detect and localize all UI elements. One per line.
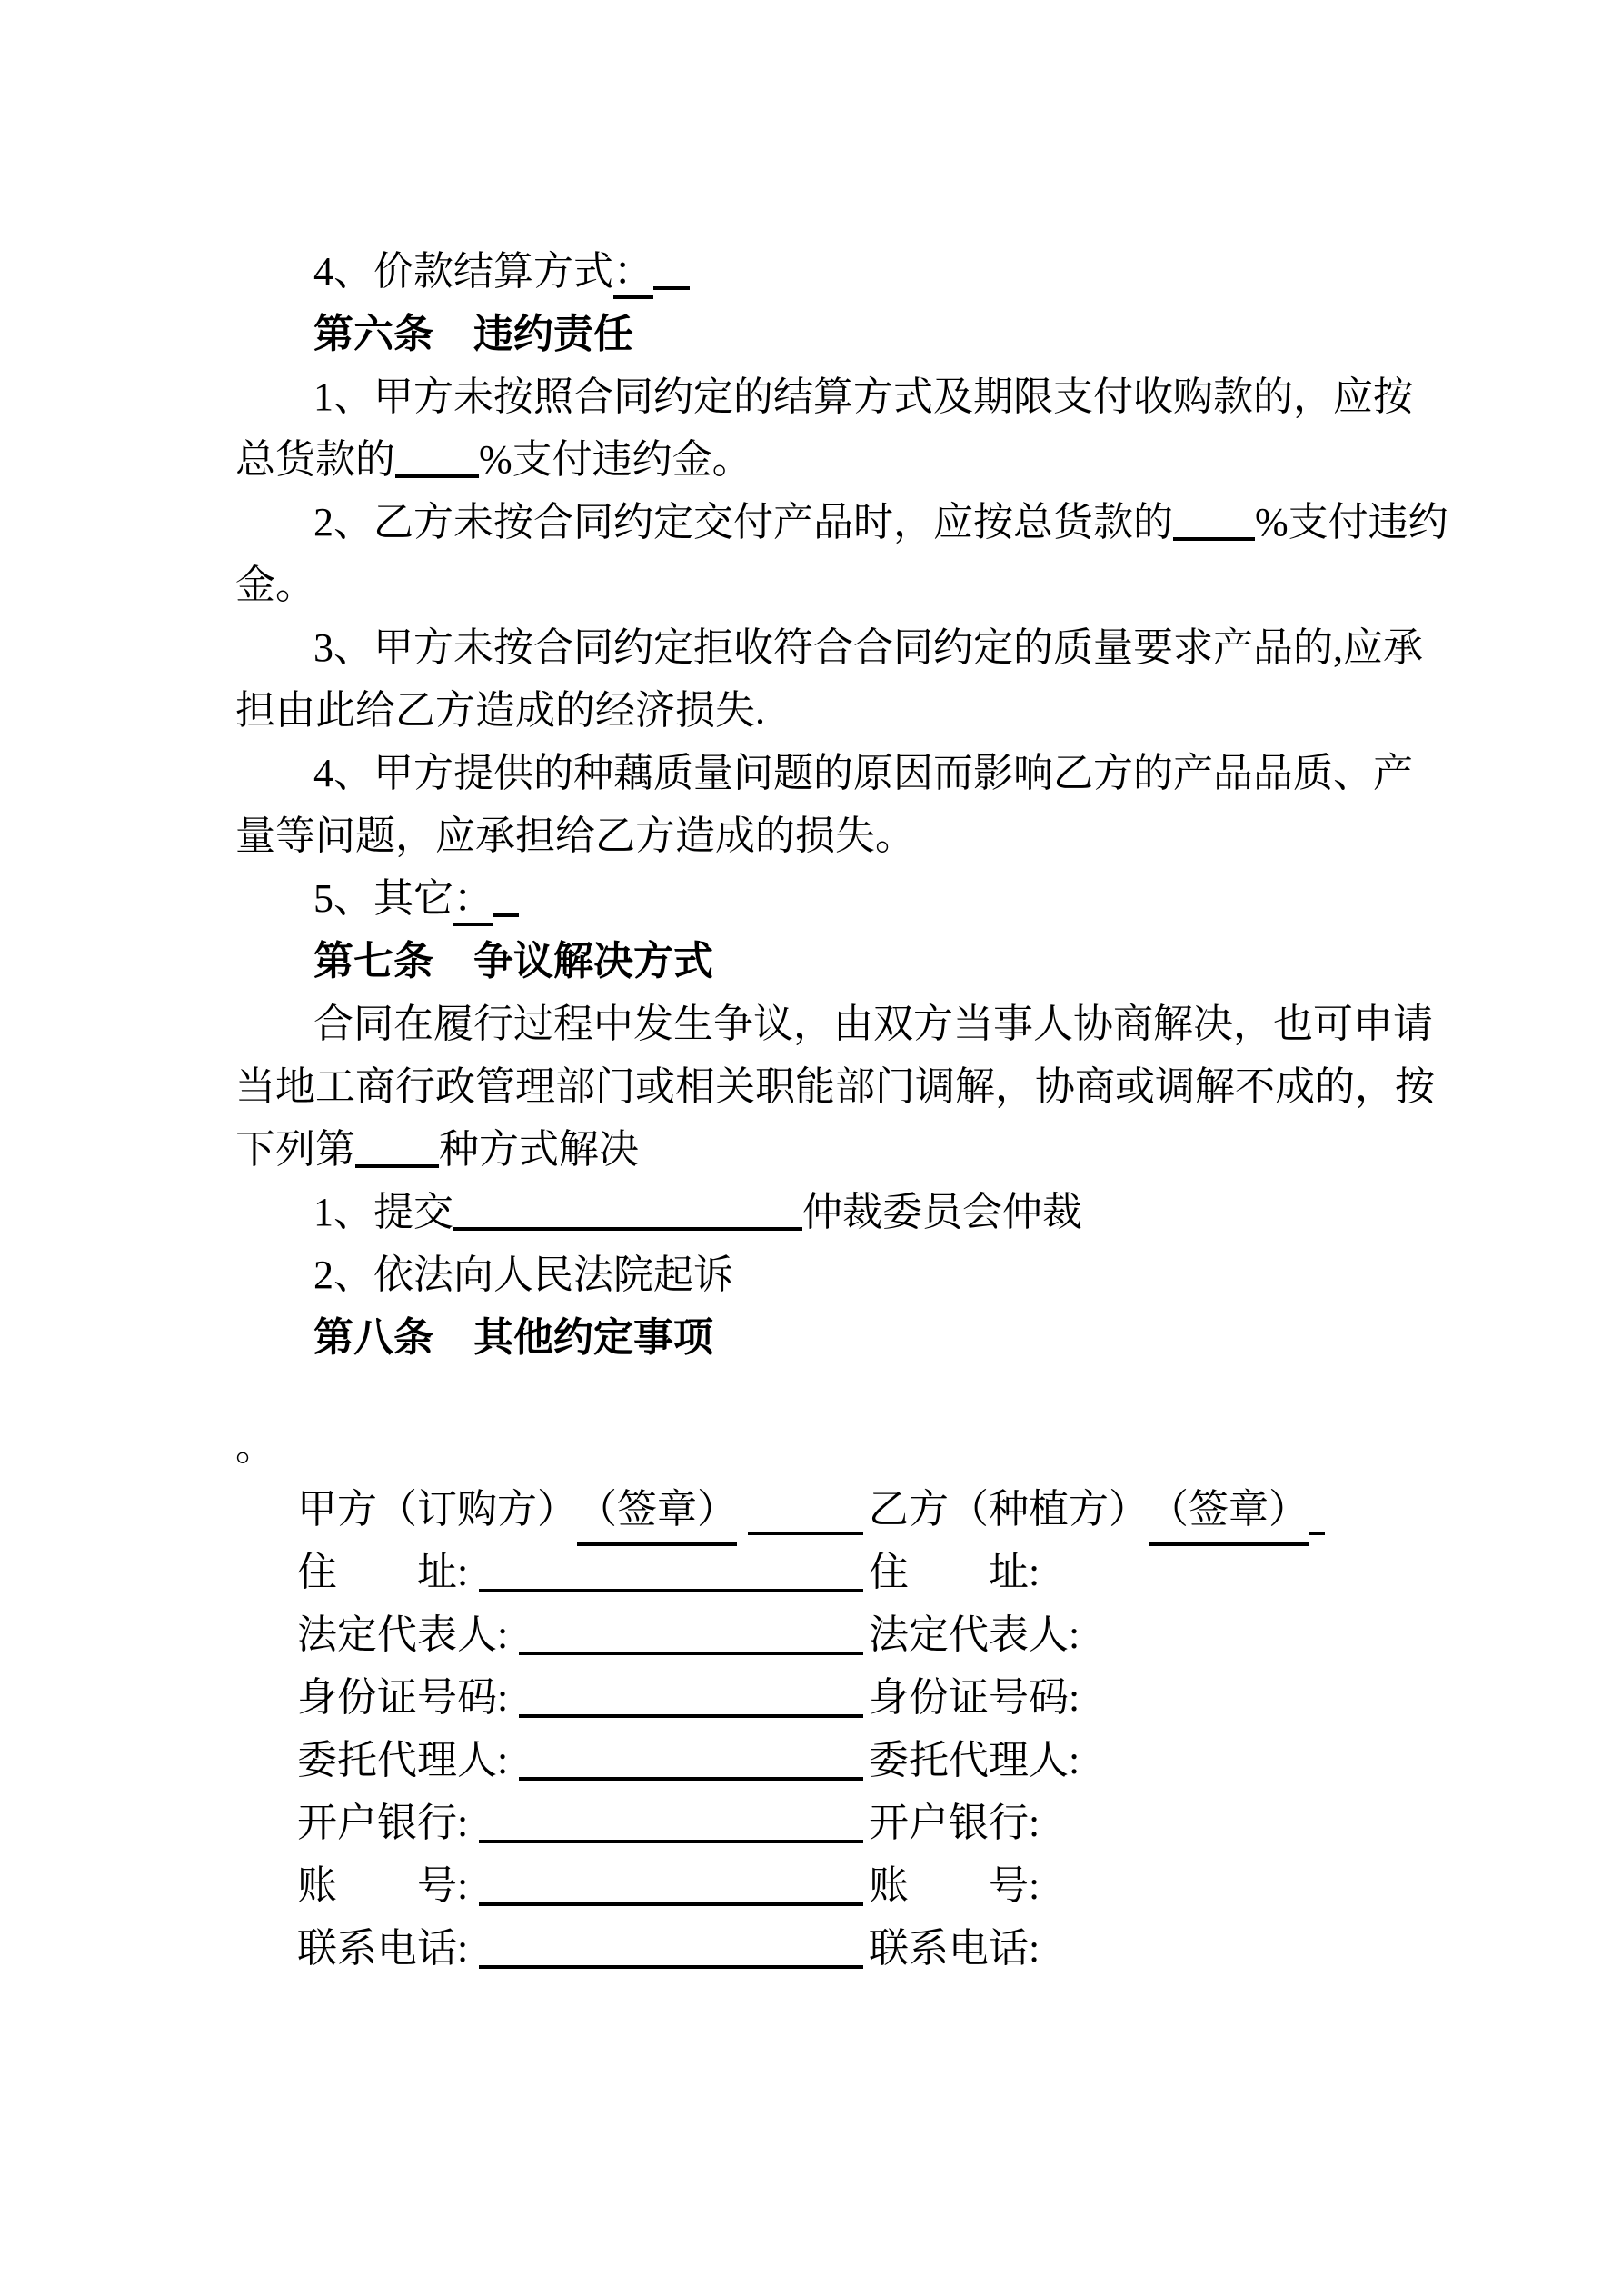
article-6-item-4b (235, 804, 1486, 867)
blank-underline (653, 259, 690, 290)
blank-underline (493, 886, 519, 917)
signature-left-column (297, 1478, 869, 1546)
text-run: 账 号: (869, 1863, 1040, 1908)
signature-right-column (869, 1541, 1486, 1603)
signature-right-column (869, 1478, 1486, 1546)
text-run: %支付违约金。 (479, 437, 752, 482)
text-run: 法定代表人: (297, 1612, 509, 1657)
text-run: 当地工商行政管理部门或相关职能部门调解，协商或调解不成的，按 (235, 1064, 1435, 1109)
signature-parties-row (235, 1478, 1486, 1541)
article-7-para-c (235, 1118, 1486, 1181)
text-run: 量等问题，应承担给乙方造成的损失。 (235, 814, 915, 858)
blank-underline-fill (479, 1902, 863, 1906)
text-run: 4、价款结算方式 (313, 249, 613, 294)
article-6-item-2a (235, 491, 1486, 554)
signature-right-column (869, 1729, 1486, 1792)
article-6-heading (235, 303, 1486, 365)
article-7-para-b (235, 1055, 1486, 1118)
signature-right-column (869, 1603, 1486, 1666)
text-run: 担由此给乙方造成的经济损失. (235, 688, 765, 733)
blank-underline (1309, 1532, 1325, 1535)
text-run: 1、提交 (313, 1190, 453, 1234)
text-run: 2、依法向人民法院起诉 (313, 1253, 733, 1297)
article-7-para-a (235, 993, 1486, 1055)
text-run: 委托代理人: (297, 1738, 509, 1782)
text-run: 联系电话: (869, 1926, 1040, 1971)
text-run: 开户银行: (869, 1801, 1040, 1845)
article-8-period (235, 1415, 1486, 1478)
article-6-item-1b (235, 428, 1486, 491)
text-run: 联系电话: (297, 1926, 469, 1971)
blank-underline-fill (479, 1589, 863, 1592)
text-run: 第八条 其他约定事项 (313, 1315, 713, 1360)
signature-agent-row (235, 1729, 1486, 1792)
text-run: 总货款的 (235, 437, 395, 482)
text-run: 身份证号码: (297, 1675, 509, 1720)
blank-underline-fill (479, 1840, 863, 1843)
article-7-heading (235, 930, 1486, 993)
text-run: 下列第 (235, 1127, 355, 1172)
signature-left-column (297, 1541, 869, 1603)
article-6-item-4a (235, 742, 1486, 804)
clause-4-payment-method (235, 240, 1486, 303)
text-run: 甲方（订购方） (297, 1487, 577, 1532)
signature-left-column (297, 1854, 869, 1917)
signature-left-column (297, 1603, 869, 1666)
text-run: 第七条 争议解决方式 (313, 939, 713, 983)
article-6-item-2b (235, 554, 1486, 616)
signature-left-column (297, 1792, 869, 1854)
text-run: 住 址: (297, 1550, 469, 1594)
signature-legal-rep-row (235, 1603, 1486, 1666)
underlined-text: （签章） (577, 1478, 737, 1546)
signature-left-column (297, 1917, 869, 1980)
text-run: 金。 (235, 563, 315, 607)
text-run: %支付违约 (1255, 500, 1448, 544)
article-6-item-1a (235, 365, 1486, 428)
signature-right-column (869, 1917, 1486, 1980)
text-run: 4、甲方提供的种藕质量问题的原因而影响乙方的产品品质、产 (313, 751, 1413, 795)
text-run: 乙方（种植方） (869, 1487, 1149, 1532)
article-8-heading (235, 1306, 1486, 1369)
text-run: 法定代表人: (869, 1612, 1080, 1657)
article-7-option-2 (235, 1243, 1486, 1306)
text-run: 3、甲方未按合同约定拒收符合合同约定的质量要求产品的,应承 (313, 625, 1423, 670)
article-6-item-3a (235, 616, 1486, 679)
text-run: 账 号: (297, 1863, 469, 1908)
text-run: 委托代理人: (869, 1738, 1080, 1782)
article-7-option-1 (235, 1181, 1486, 1243)
blank-underline (395, 447, 479, 478)
blank-underline (453, 1200, 802, 1231)
text-run: 仲裁委员会仲裁 (802, 1190, 1082, 1234)
underlined-text: ： (453, 876, 493, 926)
blank-underline-fill (519, 1714, 863, 1718)
text-run: 开户银行: (297, 1801, 469, 1845)
text-run: 5、其它 (313, 876, 453, 921)
signature-left-column (297, 1729, 869, 1792)
signature-bank-row (235, 1792, 1486, 1854)
text-run: 1、甲方未按照合同约定的结算方式及期限支付收购款的，应按 (313, 374, 1413, 419)
underlined-text: （签章） (1149, 1478, 1309, 1546)
blank-underline-fill (519, 1652, 863, 1655)
signature-phone-row (235, 1917, 1486, 1980)
blank-underline-fill (519, 1777, 863, 1781)
signature-left-column (297, 1666, 869, 1729)
signature-address-row (235, 1541, 1486, 1603)
signature-right-column (869, 1666, 1486, 1729)
signature-account-row (235, 1854, 1486, 1917)
text-run: 住 址: (869, 1550, 1040, 1594)
blank-underline-fill (479, 1965, 863, 1969)
article-6-item-5 (235, 867, 1486, 930)
text-run: 第六条 违约责任 (313, 312, 633, 356)
text-run: 。 (235, 1424, 275, 1469)
signature-id-number-row (235, 1666, 1486, 1729)
blank-underline (355, 1137, 439, 1168)
text-run: 2、乙方未按合同约定交付产品时，应按总货款的 (313, 500, 1173, 544)
text-run: 合同在履行过程中发生争议，由双方当事人协商解决，也可申请 (313, 1002, 1433, 1046)
text-run: 种方式解决 (439, 1127, 639, 1172)
blank-underline (1173, 510, 1255, 541)
signature-right-column (869, 1854, 1486, 1917)
blank-underline-fill (748, 1532, 863, 1535)
text-run: 身份证号码: (869, 1675, 1080, 1720)
article-6-item-3b (235, 679, 1486, 742)
signature-right-column (869, 1792, 1486, 1854)
underlined-text: ： (613, 249, 653, 299)
